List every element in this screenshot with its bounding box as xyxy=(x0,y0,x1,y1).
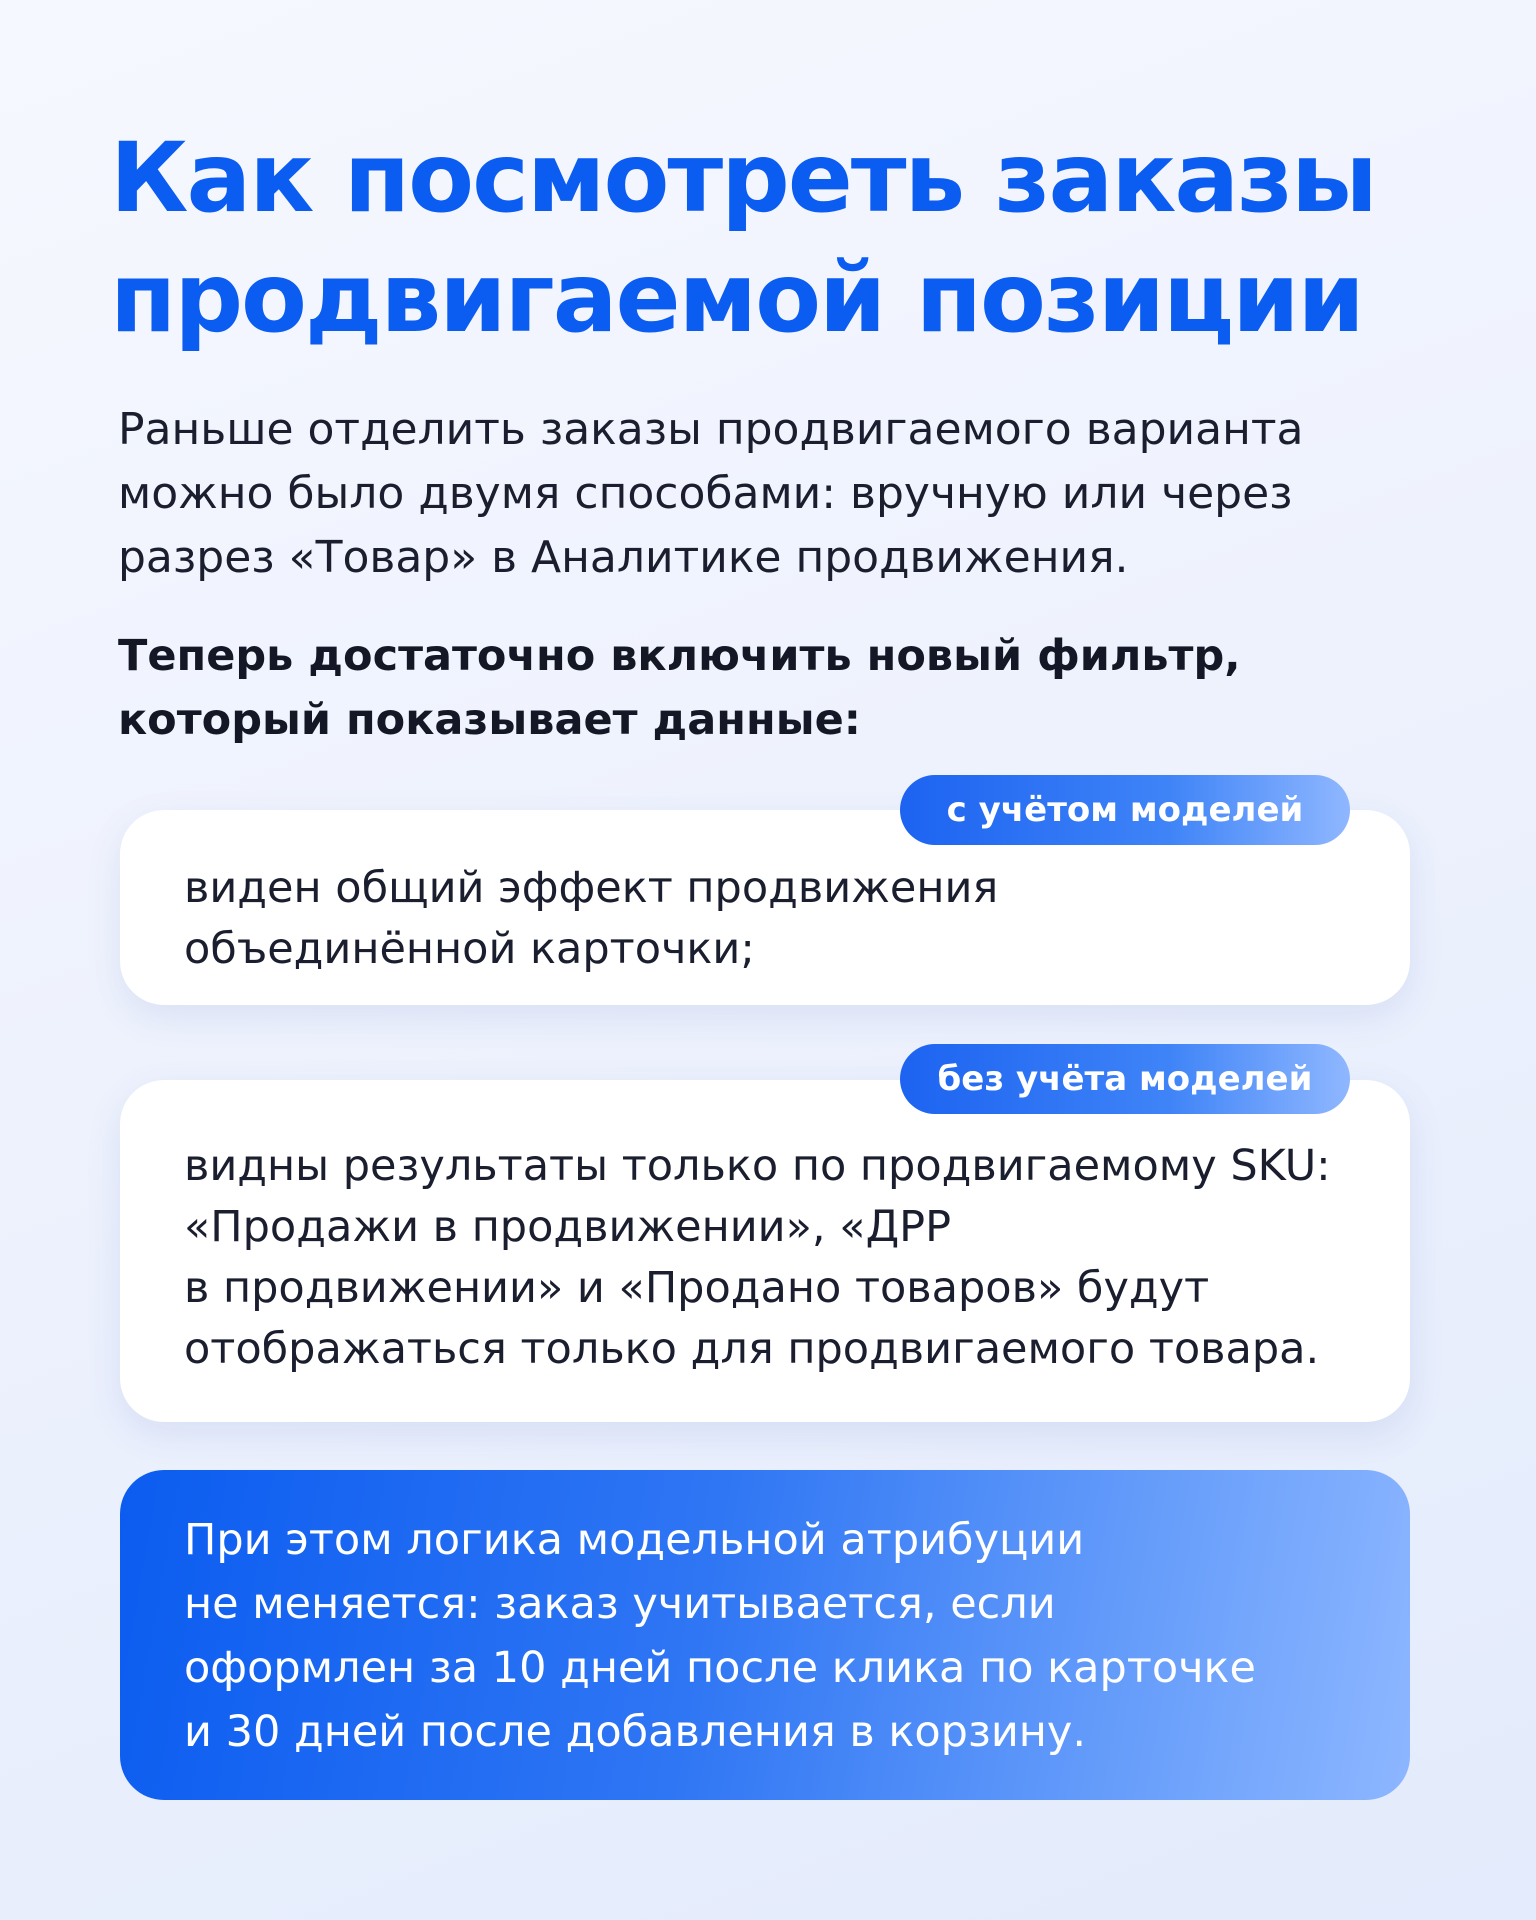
note-line: не меняется: заказ учитывается, если xyxy=(184,1579,1056,1629)
lead-line: который показывает данные: xyxy=(118,695,861,745)
intro-line: можно было двумя способами: вручную или через xyxy=(118,468,1293,519)
intro-paragraph xyxy=(118,398,1418,590)
card-line: в продвижении» и «Продано товаров» будут xyxy=(184,1263,1210,1313)
card-description xyxy=(184,1136,1331,1380)
card-line: объединённой карточки; xyxy=(184,924,755,974)
card-line: виден общий эффект продвижения xyxy=(184,863,999,913)
filter-card-without-models xyxy=(120,1080,1410,1422)
card-line: видны результаты только по продвигаемому SKU: xyxy=(184,1141,1331,1191)
lead-line: Теперь достаточно включить новый фильтр, xyxy=(118,631,1241,681)
intro-line: Раньше отделить заказы продвигаемого варианта xyxy=(118,404,1304,455)
card-line: отображаться только для продвигаемого товара. xyxy=(184,1324,1320,1374)
note-line: оформлен за 10 дней после клика по карточке xyxy=(184,1643,1256,1693)
card-description xyxy=(184,858,998,980)
note-text xyxy=(184,1508,1256,1764)
lead-paragraph xyxy=(118,624,1418,752)
title-line: Как посмотреть заказы xyxy=(110,122,1376,234)
intro-line: разрез «Товар» в Аналитике продвижения. xyxy=(118,532,1129,583)
note-line: и 30 дней после добавления в корзину. xyxy=(184,1707,1086,1757)
badge-with-models: с учётом моделей xyxy=(900,775,1350,845)
card-line: «Продажи в продвижении», «ДРР xyxy=(184,1202,952,1252)
note-line: При этом логика модельной атрибуции xyxy=(184,1515,1085,1565)
title-line: продвигаемой позиции xyxy=(110,242,1363,354)
attribution-note xyxy=(120,1470,1410,1800)
page-title xyxy=(110,118,1430,358)
badge-without-models: без учёта моделей xyxy=(900,1044,1350,1114)
